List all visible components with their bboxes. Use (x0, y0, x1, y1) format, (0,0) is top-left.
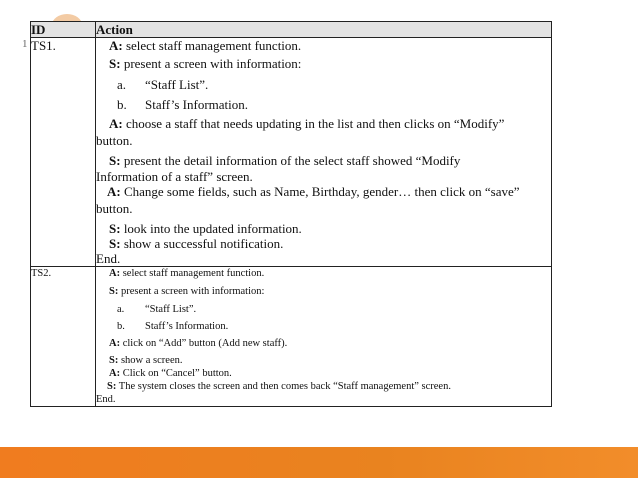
action-line (96, 367, 551, 380)
step-text: show a successful notification. (120, 236, 284, 251)
actor-tag: A: (109, 368, 121, 379)
actor-tag: A: (107, 184, 121, 199)
test-scenario-table (30, 21, 552, 407)
table-header-row (31, 22, 552, 38)
id-column-header: ID (31, 22, 96, 38)
page-mark: 1 (22, 38, 28, 50)
action-column-header: Action (96, 22, 552, 38)
step-text: Change some fields, such as Name, Birthday, gender… then click on “save” (120, 184, 520, 199)
step-text: select staff management function. (122, 38, 302, 53)
action-line (96, 221, 551, 236)
list-item (96, 320, 551, 337)
actor-tag: A: (109, 38, 123, 53)
end-line: End. (96, 251, 121, 266)
action-line (96, 267, 551, 285)
action-line-continuation: button. (96, 201, 133, 216)
list-item (96, 77, 551, 97)
actor-tag: S: (109, 355, 119, 366)
list-item-text: “Staff List”. (145, 77, 209, 92)
list-marker: a. (117, 77, 127, 92)
list-marker: a. (117, 304, 125, 315)
list-item-text: “Staff List”. (145, 304, 197, 315)
action-line (96, 236, 551, 251)
list-marker: b. (117, 321, 125, 332)
action-line (96, 116, 551, 133)
scenario-id: TS2. (31, 267, 96, 407)
list-item (96, 97, 551, 116)
actor-tag: S: (109, 153, 121, 168)
action-line-continuation: Information of a staff” screen. (96, 169, 253, 184)
actor-tag: A: (109, 268, 121, 279)
action-line (96, 184, 551, 201)
step-text: click on “Add” button (Add new staff). (120, 338, 288, 349)
actor-tag: S: (109, 286, 119, 297)
list-item-text: Staff’s Information. (145, 97, 249, 112)
action-cell (96, 38, 552, 267)
step-text: present a screen with information: (120, 56, 302, 71)
scenario-id: TS1. (31, 38, 96, 267)
step-text: Click on “Cancel” button. (120, 368, 232, 379)
action-cell (96, 267, 552, 407)
step-text: choose a staff that needs updating in the list and then clicks on “Modify” (122, 116, 505, 131)
table-row (31, 38, 552, 267)
list-item (96, 303, 551, 320)
step-text: present the detail information of the select staff showed “Modify (120, 153, 461, 168)
footer-accent-bar (0, 447, 638, 478)
action-line-continuation: button. (96, 133, 133, 148)
action-line (96, 153, 551, 169)
actor-tag: A: (109, 116, 123, 131)
action-line (96, 354, 551, 367)
actor-tag: S: (109, 236, 121, 251)
step-text: show a screen. (118, 355, 183, 366)
step-text: The system closes the screen and then comes back “Staff management” screen. (116, 381, 451, 392)
actor-tag: S: (109, 221, 121, 236)
action-line (96, 285, 551, 303)
list-item-text: Staff’s Information. (145, 321, 229, 332)
step-text: present a screen with information: (118, 286, 265, 297)
action-line (96, 38, 551, 56)
action-line (96, 337, 551, 354)
actor-tag: S: (109, 56, 121, 71)
end-line: End. (96, 394, 116, 405)
action-line (96, 56, 551, 77)
actor-tag: S: (107, 381, 117, 392)
step-text: select staff management function. (120, 268, 265, 279)
step-text: look into the updated information. (120, 221, 302, 236)
action-line (96, 380, 551, 393)
actor-tag: A: (109, 338, 121, 349)
table-row (31, 267, 552, 407)
list-marker: b. (117, 97, 127, 112)
